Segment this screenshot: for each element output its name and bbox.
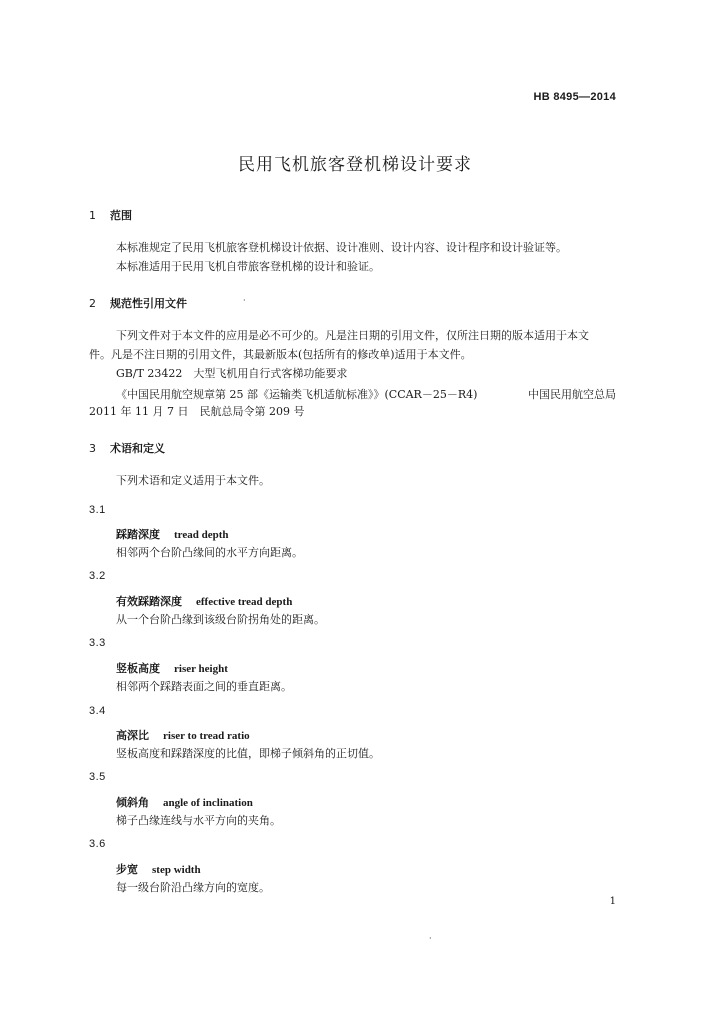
page-title: 民用飞机旅客登机梯设计要求 [238, 155, 472, 175]
clause-number: 3.2 [89, 570, 106, 582]
section-title: 规范性引用文件 [110, 297, 187, 310]
section-number: 1 [89, 209, 96, 222]
section-title: 范围 [110, 209, 132, 222]
paragraph: 本标准适用于民用飞机自带旅客登机梯的设计和验证。 [116, 260, 380, 273]
reference-item [116, 386, 616, 402]
term-zh: 竖板高度 [116, 662, 160, 675]
section-number: 2 [89, 297, 96, 310]
term-definition: 从一个台阶凸缘到该级台阶拐角处的距离。 [116, 613, 325, 626]
term-en: riser to tread ratio [163, 730, 250, 742]
term-entry [116, 861, 201, 877]
scan-speck: · [243, 296, 246, 305]
clause-number: 3.1 [89, 504, 106, 516]
term-definition: 梯子凸缘连线与水平方向的夹角。 [116, 814, 281, 827]
paragraph: 件。凡是不注日期的引用文件，其最新版本(包括所有的修改单)适用于本文件。 [89, 348, 472, 361]
paragraph: 下列术语和定义适用于本文件。 [116, 474, 270, 487]
clause-number: 3.3 [89, 637, 106, 649]
term-definition: 竖板高度和踩踏深度的比值，即梯子倾斜角的正切值。 [116, 747, 380, 760]
term-entry [116, 660, 228, 676]
paragraph: 下列文件对于本文件的应用是必不可少的。凡是注日期的引用文件，仅所注日期的版本适用于本文 [116, 329, 589, 342]
reference-title: 《中国民用航空规章第 25 部《运输类飞机适航标准》》(CCAR－25－R4) [116, 388, 478, 401]
term-zh: 有效踩踏深度 [116, 595, 182, 608]
term-definition: 相邻两个踩踏表面之间的垂直距离。 [116, 680, 292, 693]
section-title: 术语和定义 [110, 442, 165, 455]
term-entry [116, 526, 229, 542]
term-en: effective tread depth [196, 596, 293, 608]
term-en: riser height [174, 663, 228, 675]
term-entry [116, 593, 292, 609]
term-entry [116, 794, 253, 810]
term-en: step width [152, 864, 201, 876]
term-definition: 每一级台阶沿凸缘方向的宽度。 [116, 881, 270, 894]
clause-number: 3.6 [89, 838, 106, 850]
document-number: HB 8495—2014 [533, 91, 616, 103]
clause-number: 3.4 [89, 705, 106, 717]
clause-number: 3.5 [89, 771, 106, 783]
section-heading-1 [89, 207, 132, 223]
term-zh: 踩踏深度 [116, 528, 160, 541]
paragraph: 本标准规定了民用飞机旅客登机梯设计依据、设计准则、设计内容、设计程序和设计验证等。 [116, 241, 567, 254]
section-number: 3 [89, 442, 96, 455]
term-zh: 步宽 [116, 863, 138, 876]
term-en: angle of inclination [163, 797, 253, 809]
term-definition: 相邻两个台阶凸缘间的水平方向距离。 [116, 546, 303, 559]
section-heading-2 [89, 295, 187, 311]
term-en: tread depth [174, 529, 229, 541]
reference-issuer: 中国民用航空总局 [528, 388, 616, 401]
scan-speck: · [429, 934, 432, 943]
term-zh: 倾斜角 [116, 796, 149, 809]
section-heading-3 [89, 440, 165, 456]
reference-item: GB/T 23422 大型飞机用自行式客梯功能要求 [116, 367, 348, 380]
term-zh: 高深比 [116, 729, 149, 742]
page-number: 1 [609, 896, 616, 907]
term-entry [116, 727, 250, 743]
reference-item: 2011 年 11 月 7 日 民航总局令第 209 号 [89, 405, 305, 418]
